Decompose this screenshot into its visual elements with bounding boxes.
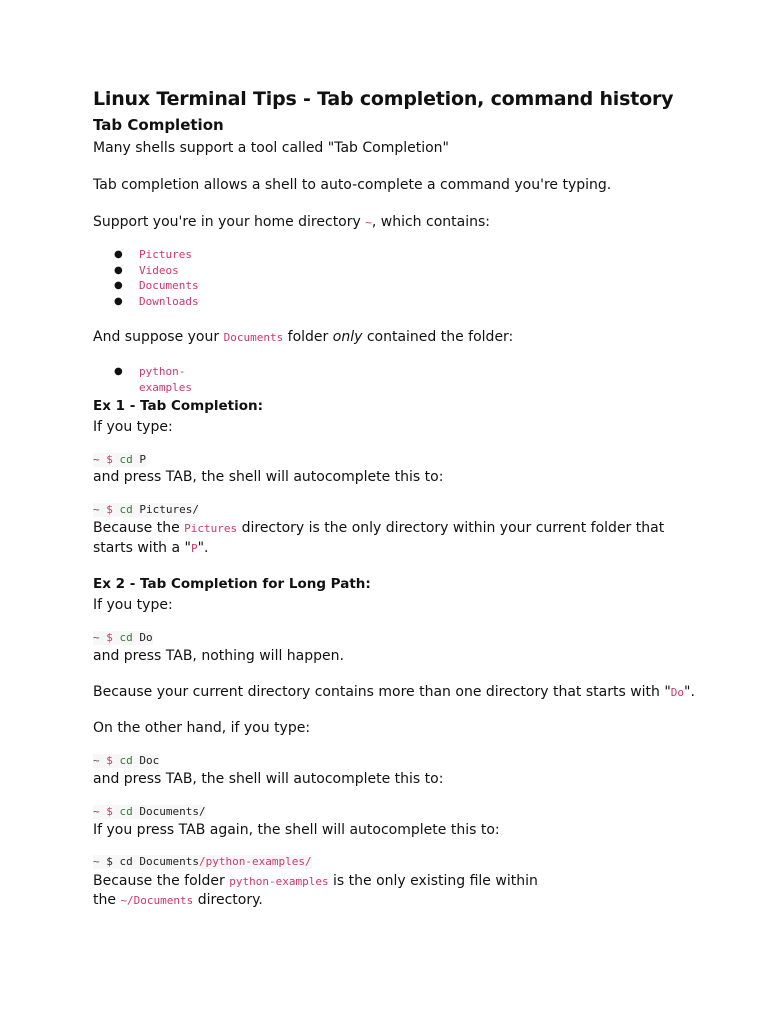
text: the [93,892,121,908]
prompt-dollar: $ [106,805,113,818]
text: , which contains: [371,214,490,230]
text: Because the [93,520,185,536]
text: starts with a " [93,540,191,556]
prompt-dollar: $ [106,754,113,767]
inline-code-home: ~ [365,216,372,229]
code-line [93,453,146,467]
ex2-final-line2 [93,890,263,911]
prompt-tilde: ~ [93,503,100,516]
argument: Do [139,631,153,644]
command: cd [119,503,133,516]
code-line [93,631,153,645]
code-line [93,503,199,517]
argument: Documents [139,855,199,868]
dir-name: python-examples [139,365,192,394]
ex1-heading: Ex 1 - Tab Completion: [93,398,264,414]
ex2-nothing: and press TAB, nothing will happen. [93,648,344,664]
inline-code-pictures: Pictures [184,522,238,535]
prompt-dollar: $ [106,855,113,868]
ex1-because-line2 [93,538,209,559]
argument: Doc [139,754,160,767]
bullet-icon: ● [114,295,123,307]
section-heading: Tab Completion [93,116,224,134]
command: cd [119,754,133,767]
support-paragraph [93,212,490,233]
text: directory is the only directory within your current folder that [237,520,665,536]
argument: Documents/ [139,805,206,818]
text: is the only existing file within [328,873,538,889]
inline-code-p: P [190,542,198,555]
prompt-tilde: ~ [93,754,100,767]
intro-paragraph-2: Tab completion allows a shell to auto-complete a command you're typing. [93,177,612,193]
suppose-paragraph [93,327,513,348]
prompt-dollar: $ [106,503,113,516]
dir-name: Documents [139,279,199,292]
page-title: Linux Terminal Tips - Tab completion, command history [93,88,674,110]
prompt-tilde: ~ [93,631,100,644]
argument: P [139,453,146,466]
text: contained the folder: [362,329,514,345]
dir-name: Pictures [139,248,192,261]
ex2-again: If you press TAB again, the shell will autocomplete this to: [93,822,500,838]
prompt-tilde: ~ [93,453,100,466]
argument: Pictures/ [139,503,199,516]
bullet-icon: ● [114,366,123,377]
emphasis: only [332,329,363,345]
inline-code-documents-path: ~/Documents [120,894,194,907]
text: Support you're in your home directory [93,214,366,230]
dir-name: Downloads [139,294,199,308]
bullet-icon: ● [114,249,123,260]
ex2-other-hand: On the other hand, if you type: [93,720,311,736]
text: Because the folder [93,873,230,889]
text: ". [684,684,695,700]
bullet-icon: ● [114,280,123,291]
ex2-final [93,871,538,892]
ex2-because [93,682,695,703]
ex2-heading: Ex 2 - Tab Completion for Long Path: [93,576,371,592]
text: folder [283,329,333,345]
code-line [93,805,206,819]
code-line [93,754,159,768]
ex1-press: and press TAB, the shell will autocomplete this to: [93,469,444,485]
prompt-tilde: ~ [93,805,100,818]
inline-code-do: Do [670,686,685,699]
command: cd [119,631,133,644]
command: cd [119,805,133,818]
text: directory. [193,892,263,908]
ex2-press: and press TAB, the shell will autocomplete this to: [93,771,444,787]
ex1-because [93,518,664,539]
text: Because your current directory contains more than one directory that starts with " [93,684,671,700]
inline-code-python-examples: python-examples [229,875,329,888]
inline-code-documents: Documents [223,331,284,344]
command: cd [119,453,133,466]
prompt-dollar: $ [106,631,113,644]
intro-paragraph-1: Many shells support a tool called "Tab Completion" [93,140,449,156]
prompt-tilde: ~ [93,855,100,868]
command: cd [119,855,133,868]
dir-name: Videos [139,263,179,277]
bullet-icon: ● [114,264,123,276]
ex1-if-type: If you type: [93,419,173,435]
ex2-if-type: If you type: [93,597,173,613]
prompt-dollar: $ [106,453,113,466]
text: And suppose your [93,329,224,345]
text: ". [197,540,209,556]
argument-path: /python-examples/ [198,855,312,868]
code-line [93,855,312,869]
